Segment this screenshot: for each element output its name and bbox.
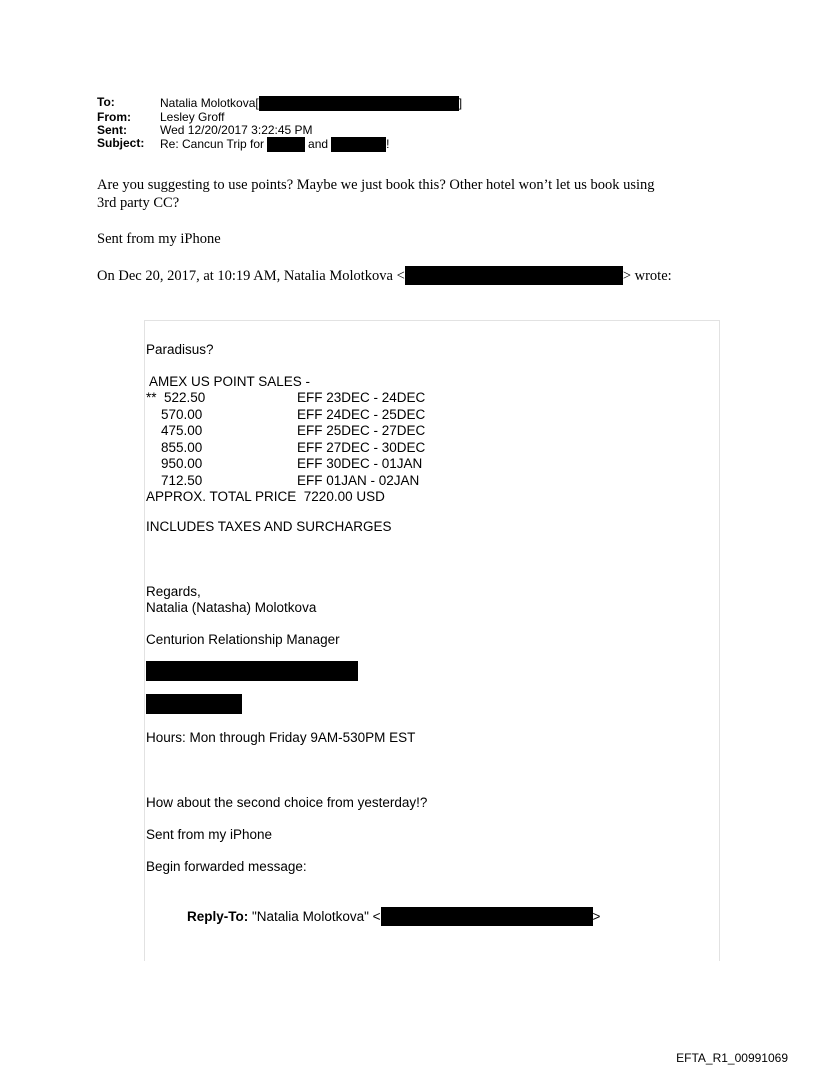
reply-line-1: Are you suggesting to use points? Maybe we just book this? Other hotel won’t let us book using [97,177,655,193]
fare-row [146,390,425,407]
fare-row [146,440,425,457]
subject-label: Subject: [97,136,145,150]
redaction-box [405,266,623,285]
redaction-box [331,137,386,152]
regards-text: Regards, [146,584,201,599]
fare-period: EFF 30DEC - 01JAN [297,456,423,471]
fare-amount: ** 522.50 [146,390,206,405]
to-value: Natalia Molotkova[ [160,96,259,110]
email-header [97,96,462,152]
hours-text: Hours: Mon through Friday 9AM-530PM EST [146,730,416,745]
fare-amount: 570.00 [146,406,203,422]
document-id: EFTA_R1_00991069 [676,1051,788,1065]
fare-row [146,473,425,490]
sent-label: Sent: [97,123,127,137]
quote-intro: On Dec 20, 2017, at 10:19 AM, Natalia Molotkova < [97,267,405,284]
redaction-box [146,694,242,714]
fare-period: EFF 01JAN - 02JAN [297,472,420,488]
reply-sent-from: Sent from my iPhone [97,231,221,247]
subject-row [97,137,462,152]
to-row [97,96,462,111]
forwarded-text: Begin forwarded message: [146,859,307,874]
includes-text: INCLUDES TAXES AND SURCHARGES [146,519,392,534]
to-label: To: [97,95,115,109]
subject-end: ! [386,137,390,151]
signature-name: Natalia (Natasha) Molotkova [146,600,317,615]
reply-to-line [187,907,600,926]
from-label: From: [97,110,131,124]
fare-amount: 855.00 [146,439,203,455]
reply-line-2: 3rd party CC? [97,195,180,211]
reply-to-label: Reply-To: [187,908,249,924]
second-choice-text: How about the second choice from yesterday!? [146,795,428,810]
signature-title: Centurion Relationship Manager [146,632,340,647]
sent-row [97,124,462,137]
fare-row [146,456,425,473]
paradisus-text: Paradisus? [146,342,214,357]
quoted-sent-from: Sent from my iPhone [146,827,273,842]
fare-row [146,423,425,440]
fare-row [146,407,425,424]
subject-part2: and [308,137,329,151]
fare-amount: 712.50 [146,472,203,488]
redaction-box [146,661,358,681]
fare-amount: 950.00 [146,456,203,471]
quote-end: > wrote: [622,267,672,284]
redaction-box [259,96,459,111]
fare-list [146,390,425,506]
reply-to-end: > [592,908,601,924]
sent-value: Wed 12/20/2017 3:22:45 PM [160,123,313,137]
fare-title: AMEX US POINT SALES - [146,374,311,389]
to-close: ] [458,96,463,110]
redaction-box [267,137,305,152]
from-value: Lesley Groff [160,110,225,124]
fare-period: EFF 23DEC - 24DEC [297,390,426,405]
quote-intro-line [97,266,672,285]
fare-amount: 475.00 [146,423,203,438]
fare-period: EFF 27DEC - 30DEC [297,439,426,455]
reply-to-value: "Natalia Molotkova" < [248,908,381,924]
fare-period: EFF 25DEC - 27DEC [297,423,426,438]
redaction-box [381,907,593,926]
fare-total: APPROX. TOTAL PRICE 7220.00 USD [146,489,385,504]
subject-part1: Re: Cancun Trip for [160,137,265,151]
fare-period: EFF 24DEC - 25DEC [297,406,426,422]
